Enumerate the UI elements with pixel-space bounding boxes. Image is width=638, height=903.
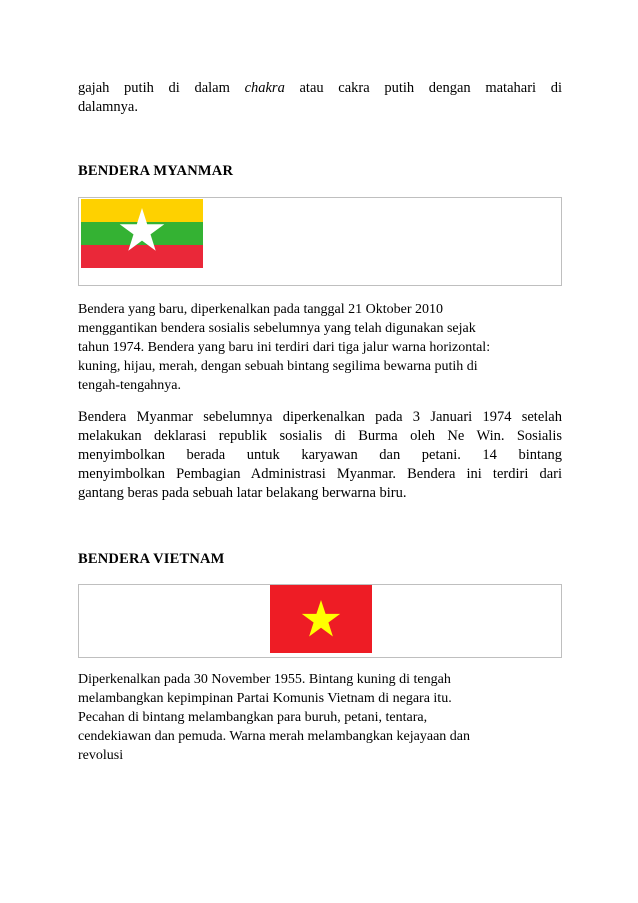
vietnam-flag xyxy=(270,585,372,653)
myanmar-flag-frame xyxy=(78,197,562,286)
myanmar-paragraph-1 xyxy=(78,300,562,395)
myanmar-p1-line: Bendera yang baru, diperkenalkan pada tanggal 21 Oktober 2010 xyxy=(78,302,444,317)
myanmar-p1-line: tahun 1974. Bendera yang baru ini terdiri dari tiga jalur warna horizontal: xyxy=(78,340,491,355)
myanmar-p2-line: menyimbolkan berada untuk karyawan dan petani. 14 bintang xyxy=(78,447,562,463)
myanmar-p1-line: kuning, hijau, merah, dengan sebuah bintang segilima bewarna putih di xyxy=(78,359,478,374)
vietnam-heading: BENDERA VIETNAM xyxy=(78,551,225,567)
myanmar-p2-line: gantang beras pada sebuah latar belakang berwarna biru. xyxy=(78,485,407,501)
myanmar-flag xyxy=(81,199,203,268)
intro-text-a: gajah putih di dalam xyxy=(78,80,245,96)
myanmar-p1-line: menggantikan bendera sosialis sebelumnya yang telah digunakan sejak xyxy=(78,321,476,336)
myanmar-p2-line: menyimbolkan Pembagian Administrasi Myanmar. Bendera ini terdiri dari xyxy=(78,466,562,482)
vietnam-line: Diperkenalkan pada 30 November 1955. Bintang kuning di tengah xyxy=(78,672,451,687)
vietnam-line: revolusi xyxy=(78,748,124,763)
myanmar-p2-line: melakukan deklarasi republik sosialis di Burma oleh Ne Win. Sosialis xyxy=(78,428,562,444)
myanmar-heading: BENDERA MYANMAR xyxy=(78,163,234,179)
vietnam-paragraph xyxy=(78,670,562,765)
vietnam-line: Pecahan di bintang melambangkan para buruh, petani, tentara, xyxy=(78,710,428,725)
myanmar-paragraph-2 xyxy=(78,408,562,503)
vietnam-line: cendekiawan dan pemuda. Warna merah melambangkan kejayaan dan xyxy=(78,729,470,744)
intro-paragraph xyxy=(78,79,562,117)
intro-emphasis: chakra xyxy=(244,80,285,96)
myanmar-p2-line: Bendera Myanmar sebelumnya diperkenalkan pada 3 Januari 1974 setelah xyxy=(78,409,562,425)
myanmar-flag-red-stripe xyxy=(81,245,203,268)
intro-line-2: dalamnya. xyxy=(78,99,138,115)
myanmar-p1-line: tengah-tengahnya. xyxy=(78,378,182,393)
intro-line-1 xyxy=(78,79,562,98)
vietnam-line: melambangkan kepimpinan Partai Komunis Vietnam di negara itu. xyxy=(78,691,452,706)
vietnam-flag-frame xyxy=(78,584,562,658)
intro-text-b: atau cakra putih dengan matahari di xyxy=(284,80,562,96)
